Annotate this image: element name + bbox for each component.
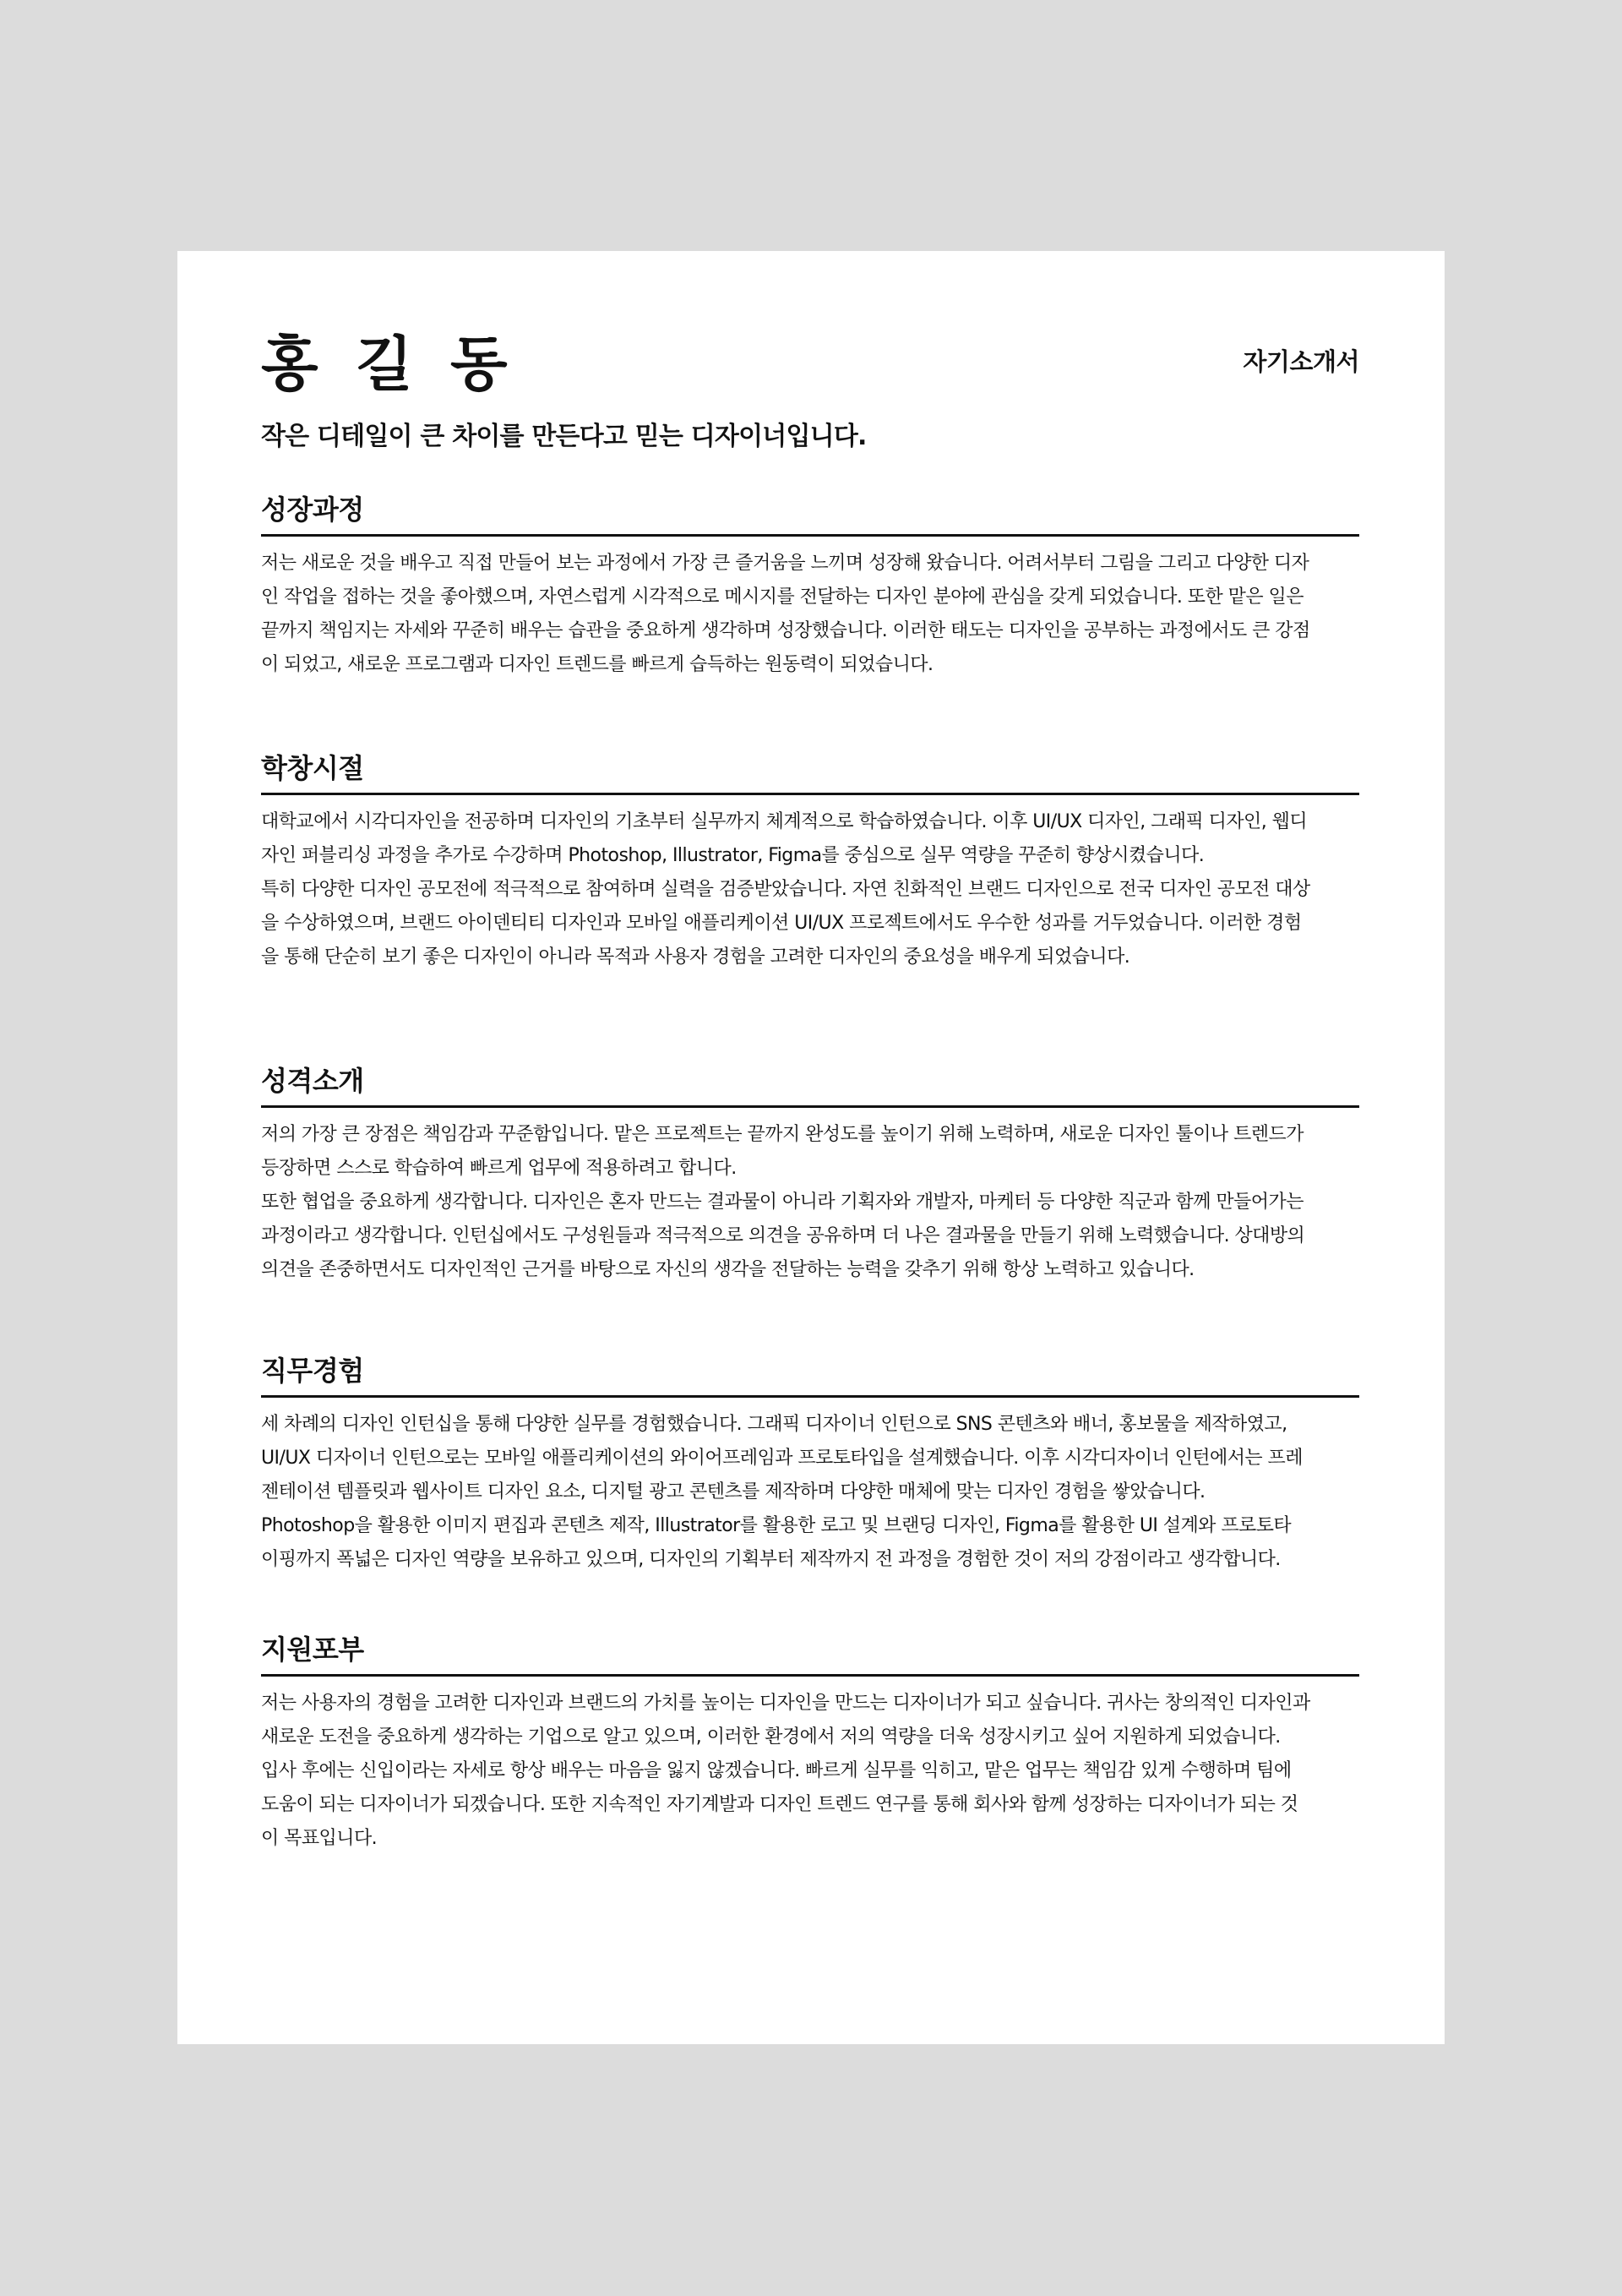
section-body xyxy=(261,1408,1359,1577)
resume-page xyxy=(177,251,1445,2044)
body-line: 특히 다양한 디자인 공모전에 적극적으로 참여하며 실력을 검증받았습니다. 자연 친화적인 브랜드 디자인으로 전국 디자인 공모전 대상 xyxy=(261,879,1310,900)
body-line: 도움이 되는 디자이너가 되겠습니다. 또한 지속적인 자기계발과 디자인 트렌드 연구를 통해 회사와 함께 성장하는 디자이너가 되는 것 xyxy=(261,1794,1298,1815)
applicant-name: 홍 길 동 xyxy=(261,330,516,399)
body-line: Photoshop을 활용한 이미지 편집과 콘텐츠 제작, Illustrator를 활용한 로고 및 브랜딩 디자인, Figma를 활용한 UI 설계와 프로토타 xyxy=(261,1515,1292,1536)
section-aspiration xyxy=(261,1633,1359,1856)
section-body xyxy=(261,805,1359,974)
body-line: 젠테이션 템플릿과 웹사이트 디자인 요소, 디지털 광고 콘텐츠를 제작하며 다양한 매체에 맞는 디자인 경험을 쌓았습니다. xyxy=(261,1481,1206,1502)
document-type-label: 자기소개서 xyxy=(1243,347,1359,376)
body-line: 과정이라고 생각합니다. 인턴십에서도 구성원들과 적극적으로 의견을 공유하며 더 나은 결과물을 만들기 위해 노력했습니다. 상대방의 xyxy=(261,1225,1305,1246)
body-line: 또한 협업을 중요하게 생각합니다. 디자인은 혼자 만드는 결과물이 아니라 기획자와 개발자, 마케터 등 다양한 직군과 함께 만들어가는 xyxy=(261,1192,1304,1213)
body-line: 대학교에서 시각디자인을 전공하며 디자인의 기초부터 실무까지 체계적으로 학습하였습니다. 이후 UI/UX 디자인, 그래픽 디자인, 웹디 xyxy=(261,811,1308,832)
body-line: 이 되었고, 새로운 프로그램과 디자인 트렌드를 빠르게 습득하는 원동력이 되었습니다. xyxy=(261,654,933,675)
section-body xyxy=(261,1687,1359,1856)
section-body xyxy=(261,1118,1359,1287)
section-title: 성격소개 xyxy=(261,1067,1359,1108)
body-line: 저는 사용자의 경험을 고려한 디자인과 브랜드의 가치를 높이는 디자인을 만드는 디자이너가 되고 싶습니다. 귀사는 창의적인 디자인과 xyxy=(261,1693,1310,1714)
section-body xyxy=(261,547,1359,682)
section-title: 지원포부 xyxy=(261,1636,1359,1677)
body-line: 을 수상하였으며, 브랜드 아이덴티티 디자인과 모바일 애플리케이션 UI/UX 프로젝트에서도 우수한 성과를 거두었습니다. 이러한 경험 xyxy=(261,913,1302,934)
body-line: 등장하면 스스로 학습하여 빠르게 업무에 적용하려고 합니다. xyxy=(261,1158,737,1179)
body-line: 입사 후에는 신입이라는 자세로 항상 배우는 마음을 잃지 않겠습니다. 빠르게 실무를 익히고, 맡은 업무는 책임감 있게 수행하며 팀에 xyxy=(261,1760,1292,1781)
body-line: 을 통해 단순히 보기 좋은 디자인이 아니라 목적과 사용자 경험을 고려한 디자인의 중요성을 배우게 되었습니다. xyxy=(261,946,1130,968)
body-line: 이 목표입니다. xyxy=(261,1828,378,1849)
section-title: 성장과정 xyxy=(261,496,1359,537)
section-personality xyxy=(261,1067,1359,1287)
body-line: 끝까지 책임지는 자세와 꾸준히 배우는 습관을 중요하게 생각하며 성장했습니다. 이러한 태도는 디자인을 공부하는 과정에서도 큰 강점 xyxy=(261,620,1310,641)
body-line: 이핑까지 폭넓은 디자인 역량을 보유하고 있으며, 디자인의 기획부터 제작까지 전 과정을 경험한 것이 저의 강점이라고 생각합니다. xyxy=(261,1549,1281,1570)
body-line: 자인 퍼블리싱 과정을 추가로 수강하며 Photoshop, Illustrator, Figma를 중심으로 실무 역량을 꾸준히 향상시켰습니다. xyxy=(261,845,1205,866)
body-line: 새로운 도전을 중요하게 생각하는 기업으로 알고 있으며, 이러한 환경에서 저의 역량을 더욱 성장시키고 싶어 지원하게 되었습니다. xyxy=(261,1726,1281,1748)
body-line: 인 작업을 접하는 것을 좋아했으며, 자연스럽게 시각적으로 메시지를 전달하는 디자인 분야에 관심을 갖게 되었습니다. 또한 맡은 일은 xyxy=(261,586,1304,608)
body-line: 세 차례의 디자인 인턴십을 통해 다양한 실무를 경험했습니다. 그래픽 디자이너 인턴으로 SNS 콘텐츠와 배너, 홍보물을 제작하였고, xyxy=(261,1414,1287,1435)
body-line: 의견을 존중하면서도 디자인적인 근거를 바탕으로 자신의 생각을 전달하는 능력을 갖추기 위해 항상 노력하고 있습니다. xyxy=(261,1259,1195,1280)
body-line: UI/UX 디자이너 인턴으로는 모바일 애플리케이션의 와이어프레임과 프로토타입을 설계했습니다. 이후 시각디자이너 인턴에서는 프레 xyxy=(261,1448,1303,1469)
body-line: 저의 가장 큰 장점은 책임감과 꾸준함입니다. 맡은 프로젝트는 끝까지 완성도를 높이기 위해 노력하며, 새로운 디자인 툴이나 트렌드가 xyxy=(261,1124,1304,1145)
body-line: 저는 새로운 것을 배우고 직접 만들어 보는 과정에서 가장 큰 즐거움을 느끼며 성장해 왔습니다. 어려서부터 그림을 그리고 다양한 디자 xyxy=(261,553,1309,574)
section-experience xyxy=(261,1357,1359,1577)
section-title: 학창시절 xyxy=(261,755,1359,795)
section-school xyxy=(261,752,1359,974)
section-growth xyxy=(261,496,1359,682)
section-title: 직무경험 xyxy=(261,1357,1359,1398)
applicant-tagline: 작은 디테일이 큰 차이를 만든다고 믿는 디자이너입니다. xyxy=(261,422,867,451)
